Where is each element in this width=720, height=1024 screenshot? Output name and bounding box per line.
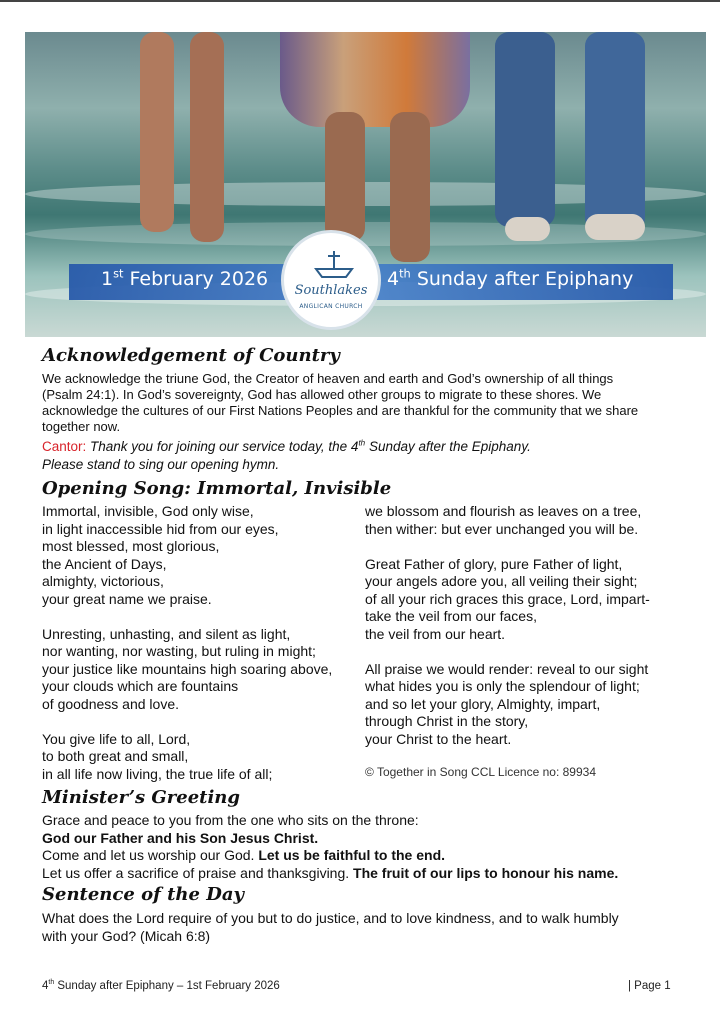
- liturgical-day: 4th Sunday after Epiphany: [387, 266, 634, 290]
- hymn-left-column: [42, 503, 332, 801]
- church-logo: [281, 230, 381, 330]
- hymn-stanza: Immortal, invisible, God only wise, in light inaccessible hid from our eyes, most blessed, most glorious, the Ancient of Days, almighty, victorious, your great name we praise.: [42, 503, 279, 607]
- cantor-instruction: Cantor: Thank you for joining our service today, the 4th Sunday after the Epiphany. Please stand to sing our opening hymn.: [42, 438, 531, 472]
- greeting-line: Grace and peace to you from the one who sits on the throne:: [42, 812, 419, 828]
- sentence-text: [42, 910, 619, 945]
- hymn-stanza: we blossom and flourish as leaves on a tree, then wither: but ever unchanged you will be.: [365, 503, 642, 537]
- sentence-heading: Sentence of the Day: [42, 884, 244, 905]
- logo-subtitle: ANGLICAN CHURCH: [299, 303, 363, 310]
- header-banner-image: [25, 32, 706, 337]
- logo-wordmark: Southlakes: [294, 283, 368, 298]
- hymn-stanza: All praise we would render: reveal to our sight what hides you is only the splendour of light; and so let your glory, Almighty, impart, through Christ in the story, your Christ to the heart.: [365, 660, 649, 747]
- sentence-line: What does the Lord require of you but to do justice, and to love kindness, and to walk humbly: [42, 910, 619, 926]
- cantor-line-2: Please stand to sing our opening hymn.: [42, 457, 280, 472]
- acknowledgement-heading: Acknowledgement of Country: [42, 345, 340, 366]
- page-number: | Page 1: [628, 980, 671, 992]
- hymn-stanza: Great Father of glory, pure Father of light, your angels adore you, all veiling their sight; of all your rich graces this grace, Lord, impart- take the veil from our faces, the veil from our heart.: [365, 555, 650, 642]
- greeting-text: [42, 812, 618, 882]
- acknowledgement-line: (Psalm 24:1). In God’s sovereignty, God has allowed other groups to migrate to these shores. We: [42, 387, 602, 402]
- service-date: 1st February 2026: [101, 266, 269, 290]
- opening-song-heading: Opening Song: Immortal, Invisible: [42, 478, 392, 499]
- sentence-line: with your God? (Micah 6:8): [42, 927, 211, 944]
- greeting-response: God our Father and his Son Jesus Christ.: [42, 829, 319, 846]
- hymn-stanza: You give life to all, Lord, to both great and small, in all life now living, the true life of all;: [42, 730, 273, 782]
- copyright-notice: © Together in Song CCL Licence no: 89934: [365, 765, 596, 779]
- top-border: [0, 0, 720, 2]
- acknowledgement-line: acknowledge the cultures of our First Nations Peoples and are thankful for the community that we share: [42, 403, 639, 418]
- greeting-line: Come and let us worship our God. Let us be faithful to the end.: [42, 847, 446, 863]
- hymn-stanza: Unresting, unhasting, and silent as light, nor wanting, nor wasting, but ruling in might; your justice like mountains high soaring above, your clouds which are fountains of goodness and love.: [42, 625, 333, 712]
- acknowledgement-text: [42, 371, 638, 435]
- acknowledgement-line: We acknowledge the triune God, the Creator of heaven and earth and God’s ownership of all things: [42, 371, 614, 386]
- cantor-label: Cantor:: [42, 439, 87, 454]
- boat-cross-icon: [312, 251, 356, 279]
- acknowledgement-line: together now.: [42, 419, 121, 434]
- footer-left: 4th Sunday after Epiphany – 1st February 2026: [42, 979, 280, 992]
- ministers-greeting-heading: Minister’s Greeting: [42, 787, 240, 808]
- hymn-right-column: [365, 503, 650, 766]
- greeting-line: Let us offer a sacrifice of praise and thanksgiving. The fruit of our lips to honour his name.: [42, 864, 619, 881]
